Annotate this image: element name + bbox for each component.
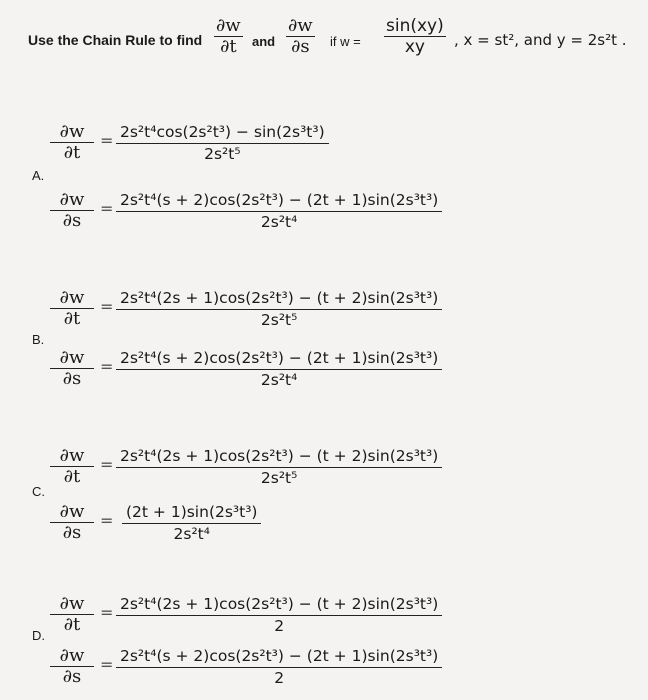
question-header — [28, 14, 648, 76]
option-letter: A. — [32, 168, 45, 183]
dw-dt-fraction: $\frac{\partial w}{\partial t}$ — [216, 15, 241, 57]
question-lead: Use the Chain Rule to find — [28, 32, 203, 48]
w-expression: $\frac{\sin(xy)}{xy}$ — [386, 16, 444, 57]
option-letter: D. — [32, 628, 45, 643]
if-w-text: if w = — [330, 34, 361, 49]
dw-ds-fraction: $\frac{\partial w}{\partial s}$ — [288, 15, 313, 57]
question-tail: , x = st², and y = 2s²t . — [454, 31, 627, 49]
option-letter: B. — [32, 332, 45, 347]
option-letter: C. — [32, 484, 45, 499]
and-text: and — [252, 34, 276, 49]
